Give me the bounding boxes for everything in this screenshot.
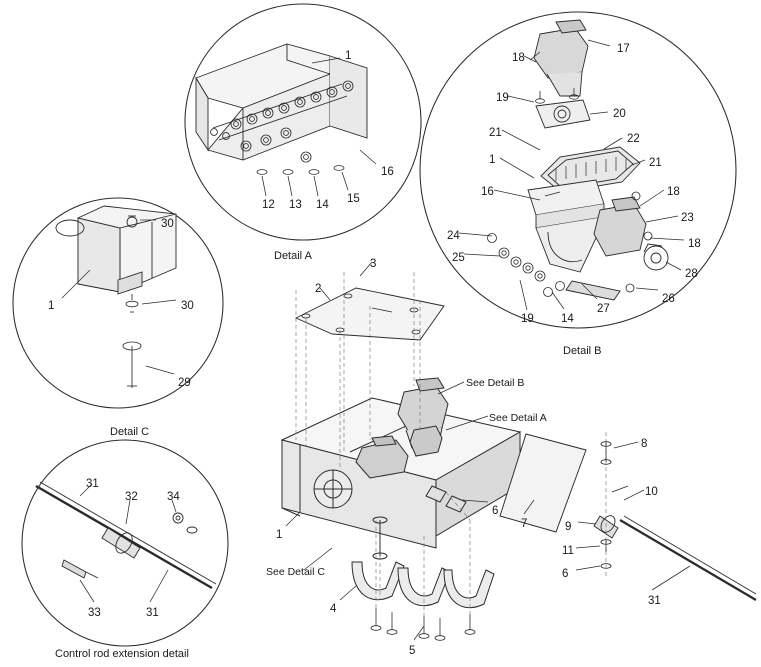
callout-16: 16 [381, 166, 394, 178]
callout-12: 12 [262, 199, 275, 211]
note-see-detail-a: See Detail A [489, 412, 547, 424]
callout-29: 29 [178, 377, 191, 389]
callout-34: 34 [167, 491, 180, 503]
callout-14: 14 [316, 199, 329, 211]
note-see-detail-b: See Detail B [466, 377, 525, 389]
callout-22: 22 [627, 133, 640, 145]
callout-18-b: 18 [667, 186, 680, 198]
callout-6-a: 6 [492, 505, 499, 517]
callout-2: 2 [315, 283, 322, 295]
callout-24: 24 [447, 230, 460, 242]
callout-33: 33 [88, 607, 101, 619]
callout-31-b: 31 [146, 607, 159, 619]
callout-20: 20 [613, 108, 626, 120]
callout-1-c: 1 [48, 300, 55, 312]
caption-detail-c: Detail C [110, 426, 150, 438]
callout-6-b: 6 [562, 568, 569, 580]
callout-13: 13 [289, 199, 302, 211]
callout-28: 28 [685, 268, 698, 280]
callout-15: 15 [347, 193, 360, 205]
callout-27: 27 [597, 303, 610, 315]
callout-10: 10 [645, 486, 658, 498]
callout-14-b: 14 [561, 313, 574, 325]
callout-4: 4 [330, 603, 337, 615]
callout-19-a: 19 [496, 92, 509, 104]
caption-control-rod-extension: Control rod extension detail [55, 648, 189, 660]
callout-7: 7 [521, 518, 528, 530]
callout-3: 3 [370, 258, 377, 270]
callout-21-b: 21 [649, 157, 662, 169]
callout-26: 26 [662, 293, 675, 305]
callout-31-a: 31 [86, 478, 99, 490]
caption-detail-a: Detail A [274, 250, 312, 262]
callout-1-d: 1 [276, 529, 283, 541]
caption-detail-b: Detail B [563, 345, 602, 357]
note-see-detail-c: See Detail C [266, 566, 325, 578]
callout-19-b: 19 [521, 313, 534, 325]
callout-25: 25 [452, 252, 465, 264]
callout-5: 5 [409, 645, 416, 657]
callout-31-c: 31 [648, 595, 661, 607]
callout-21-a: 21 [489, 127, 502, 139]
callout-30-a: 30 [161, 218, 174, 230]
callout-23: 23 [681, 212, 694, 224]
callout-11: 11 [562, 545, 574, 557]
callout-9: 9 [565, 521, 572, 533]
callout-30-b: 30 [181, 300, 194, 312]
callout-17: 17 [617, 43, 630, 55]
callout-1: 1 [345, 50, 352, 62]
callout-1-b: 1 [489, 154, 496, 166]
callout-16-b: 16 [481, 186, 494, 198]
callout-18-c: 18 [688, 238, 701, 250]
callout-32: 32 [125, 491, 138, 503]
callout-8: 8 [641, 438, 648, 450]
callout-18-a: 18 [512, 52, 525, 64]
